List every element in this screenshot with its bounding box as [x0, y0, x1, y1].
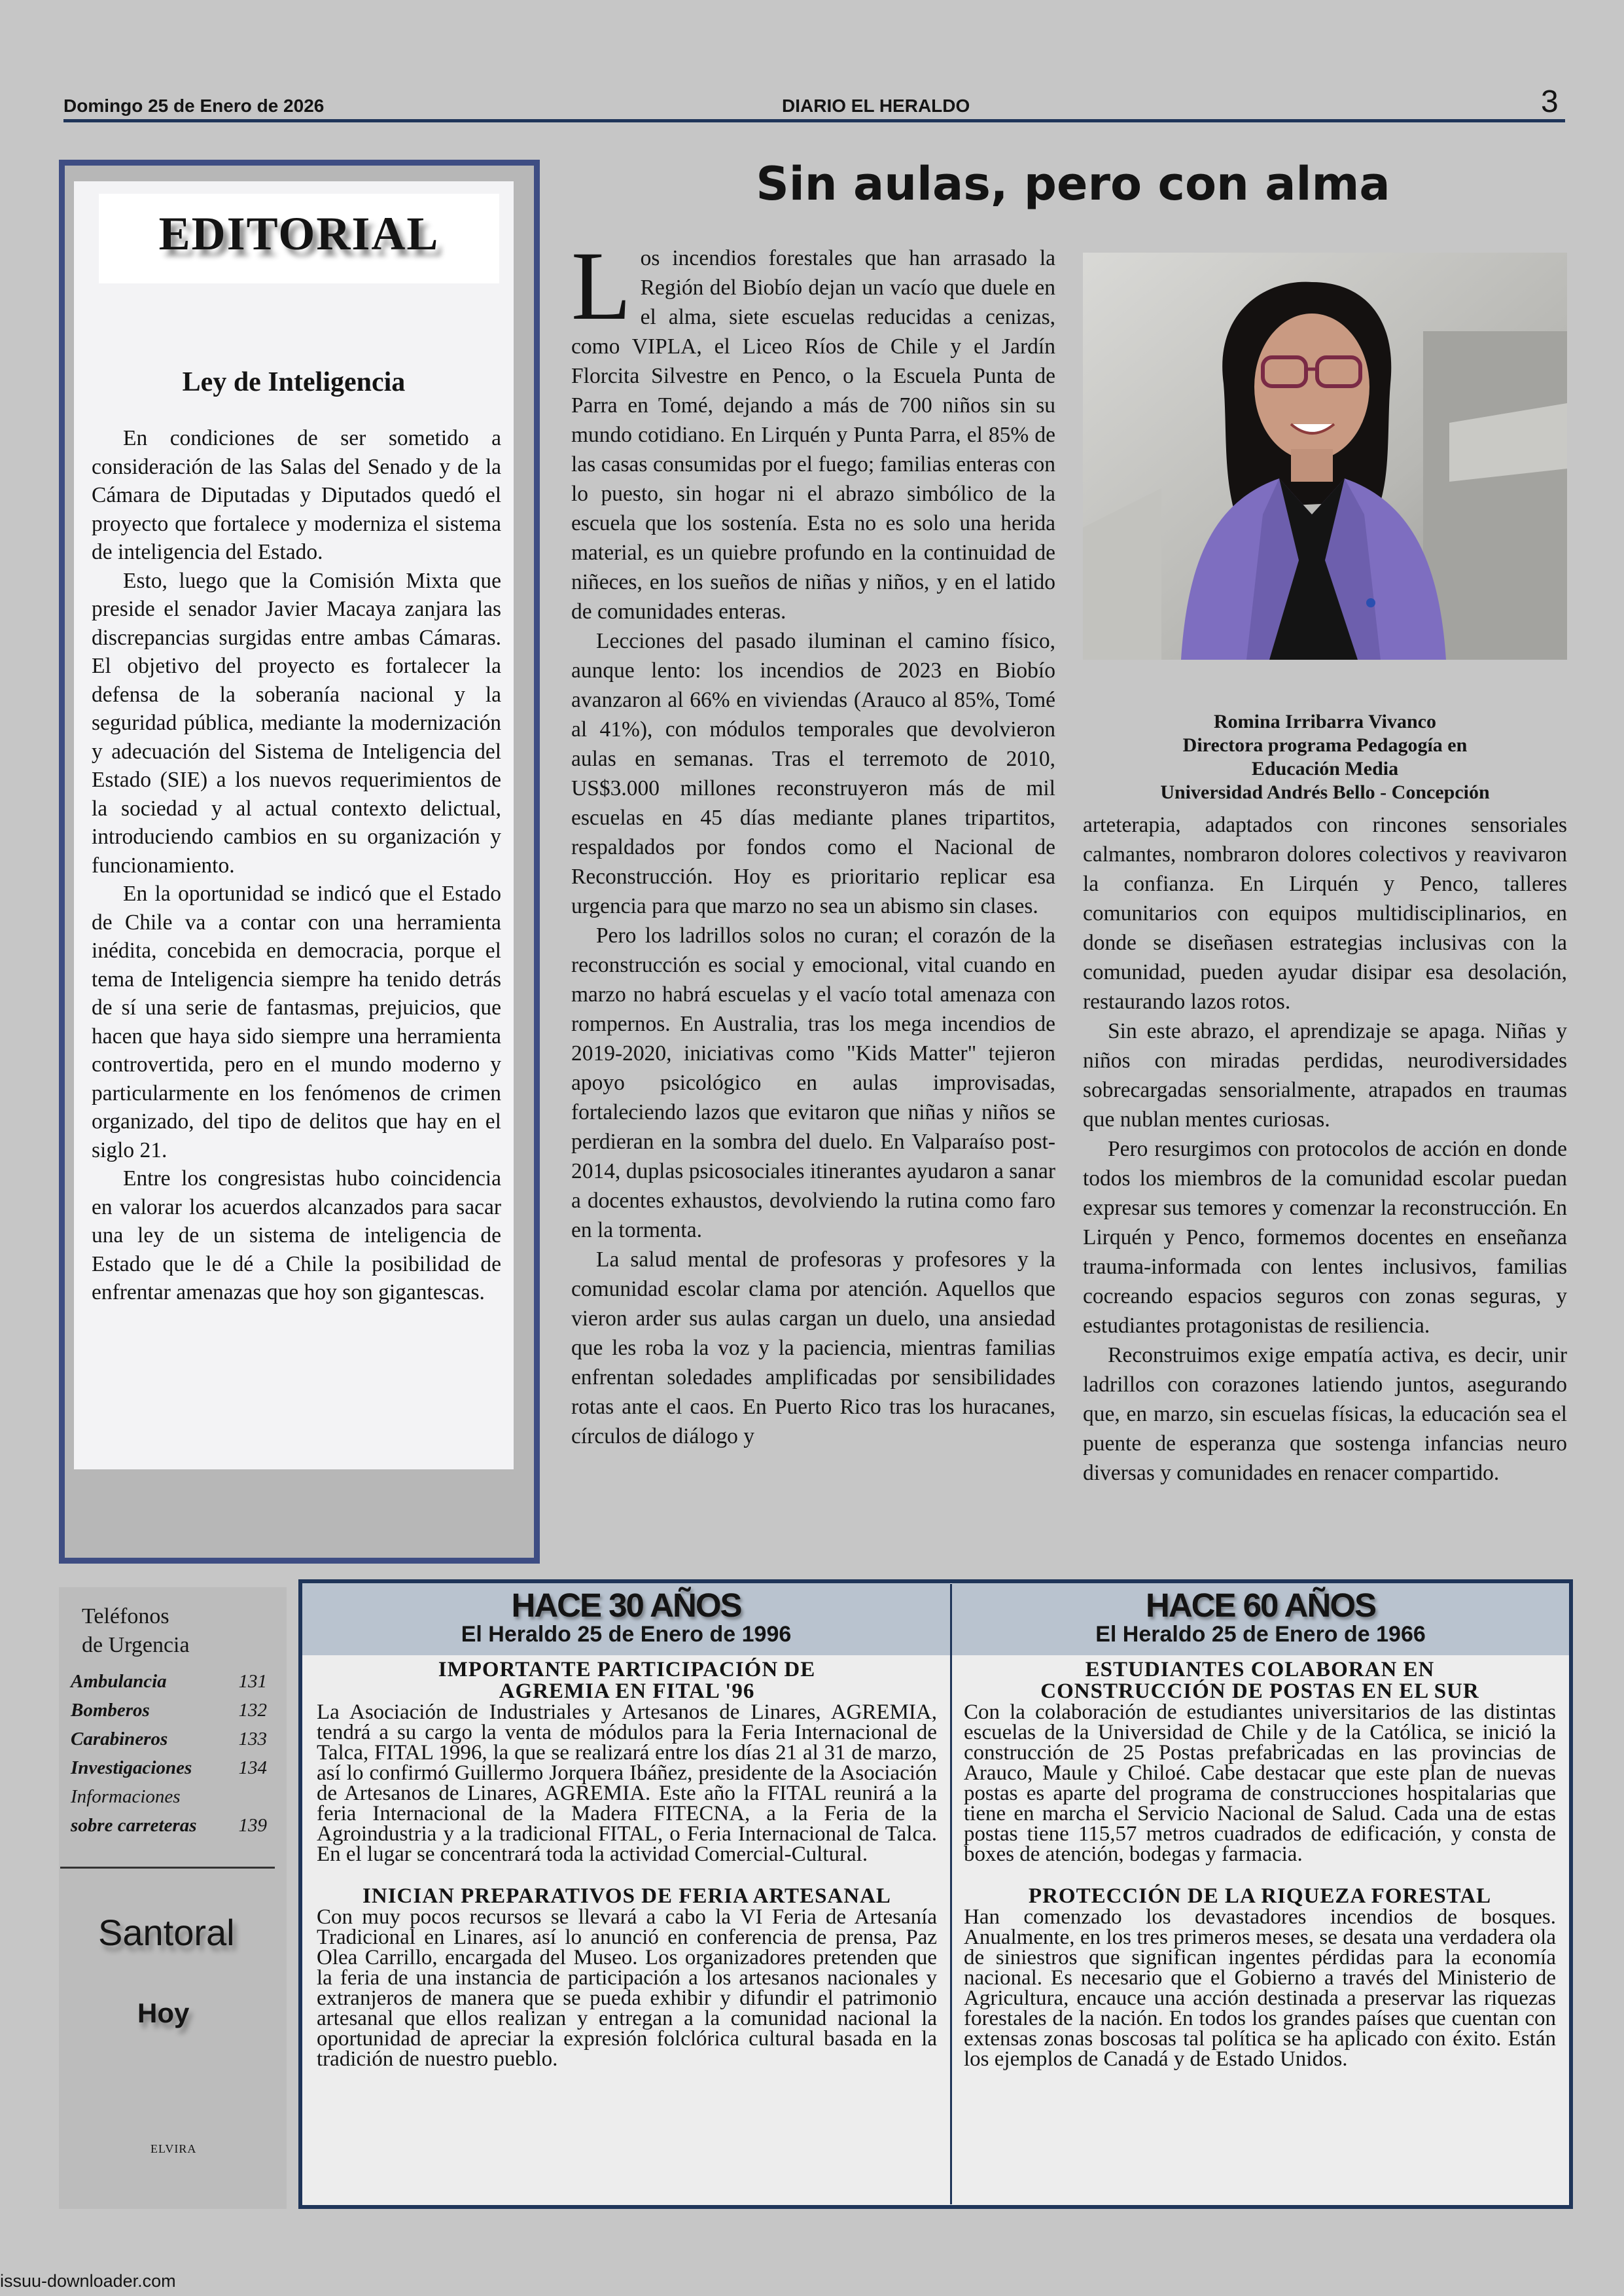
editorial-body — [92, 424, 501, 1307]
phone-label: Bomberos — [71, 1700, 150, 1721]
header-date: Domingo 25 de Enero de 2026 — [63, 96, 325, 116]
editorial-paragraph: Entre los congresistas hubo coincidencia en valorar los acuerdos alcanzados para sacar una ley de un sistema de inteligencia de Estado que le dé a Chile la posibilidad de enfrentar amenazas que hoy son gigantescas. — [92, 1166, 501, 1304]
history-60-years — [952, 1583, 1569, 2070]
phone-number: 133 — [238, 1729, 267, 1749]
source-watermark: issuu-downloader.com — [0, 2271, 176, 2291]
phone-row — [71, 1786, 267, 1815]
phone-label: Investigaciones — [71, 1757, 192, 1778]
article-paragraph: Pero resurgimos con protocolos de acción en donde todos los miembros de la comunidad escolar puedan expresar sus temores y comenzar la reconstrucción. En Lirquén y Penco, formemos docentes en enseñanza trauma-informada con lentes inclusivos, familias cocreando espacios seguros con zonas seguras, y estudiantes protagonistas de resiliencia. — [1083, 1137, 1567, 1338]
phone-number: 132 — [238, 1700, 267, 1721]
article-paragraph: Los incendios forestales que han arrasado la Región del Biobío dejan un vacío que duele en el alma, siete escuelas reducidas a cenizas, como VIPLA, el Liceo Ríos de Chile y el Jardín Florcita Silvestre en Penco, o la Escuela Punta de Parra en Tomé, dejando a más de 700 niños sin su mundo cotidiano. En Lirquén y Punta Parra, el 85% de las casas consumidas por el fuego; familias enteras con lo puesto, sin hogar ni el abrazo simbólico de la escuela que los sostenía. Esta no es solo una herida material, es un quiebre profundo en la continuidad de niñeces, en los sueños de niñas y niños, y en el latido de comunidades enteras. — [571, 232, 1055, 624]
editorial-banner-text: EDITORIAL — [158, 207, 440, 260]
author-photo — [1083, 253, 1567, 660]
phones-title-line-2: de Urgencia — [82, 1633, 190, 1657]
history-item-text: Con muy pocos recursos se llevará a cabo la VI Feria de Artesanía Tradicional en Linares, así lo anunció en conferencia de prensa, Paz Olea Carrillo, encargada del Museo. Los organizadores pretenden que la feria de una instancia de participación a los artesanos nacionales y extranjeros de manera que se pueda exhibir y difundir el patrimonio artesanal que ellos realizan y entregan a la comunidad nacional la oportunidad de apreciar la expresión folclórica cultural basada en la tradición de nuestro pueblo. — [317, 1905, 937, 2071]
history-item-title: PROTECCIÓN DE LA RIQUEZA FORESTAL — [1028, 1884, 1492, 1908]
article-column-2 — [1083, 810, 1567, 1488]
author-organization: Universidad Andrés Bello - Concepción — [1160, 781, 1490, 803]
history-item-text: Han comenzado los devastadores incendios de bosques. Anualmente, en los tres primeros meses, se desata una verdadera ola de siniestros que significan ingentes pérdidas para la economía nacional. Es necesario que el Gobierno a través del Ministerio de Agricultura, encauce una acción destinada a preservar las riquezas forestales de la nación. En todos los grandes países que cuentan con extensas zonas boscosas tal política se ha aplicado con éxito. Están los ejemplos de Canadá y de Estado Unidos. — [964, 1905, 1556, 2071]
drop-cap: L — [571, 232, 631, 340]
phone-info-label: Informaciones — [71, 1786, 181, 1807]
phone-number: 139 — [238, 1815, 267, 1836]
article-paragraph: La salud mental de profesoras y profesores y la comunidad escolar clama por atención. Aquellos que vieron arder sus aulas cargan un duelo, una ansiedad que les roba la voz y la paciencia, mientras familias enfrentan soledades amplificadas por sensibilidades rotas ante el caos. En Puerto Rico tras los huracanes, círculos de diálogo y — [571, 1247, 1055, 1448]
author-portrait-illustration — [1083, 253, 1567, 660]
history-item-title: INICIAN PREPARATIVOS DE FERIA ARTESANAL — [362, 1884, 891, 1908]
article-column-1 — [571, 232, 1055, 1451]
phones-title-line-1: Teléfonos — [82, 1604, 169, 1628]
page-number: 3 — [1541, 84, 1559, 119]
santoral-title: Santoral — [98, 1912, 235, 1953]
article-paragraph: Lecciones del pasado iluminan el camino físico, aunque lento: los incendios de 2023 en Biobío avanzaron al 66% en viviendas (Arauco al 85%, Tomé al 41%), con módulos temporales que devolvieron aulas en semanas. Tras el terremoto de 2010, US$3.000 millones reconstruyeron más de mil escuelas en 45 días mediante planes tripartitos, respaldados por fondos como el Nacional de Reconstrucción. Hoy es prioritario replicar esa urgencia para que marzo no sea un abismo sin clases. — [571, 629, 1055, 918]
phone-row — [71, 1757, 267, 1786]
emergency-phones-list — [71, 1671, 267, 1844]
article-title: Sin aulas, pero con alma — [756, 157, 1390, 211]
phone-label: Ambulancia — [71, 1671, 167, 1692]
phone-row — [71, 1815, 267, 1844]
history-30-heading: HACE 30 AÑOS — [511, 1587, 741, 1624]
article-paragraph: arteterapia, adaptados con rincones sensoriales calmantes, nombraron dolores colectivos y reavivaron la confianza. En Lirquén y Penco, talleres comunitarios con equipos multidisciplinarios, en donde se diseñasen estrategias inclusivas con la comunidad, pueden ayudar disipar esa desolación, restaurando lazos rotos. — [1083, 813, 1567, 1014]
phone-label: Carabineros — [71, 1729, 168, 1749]
editorial-paragraph: En la oportunidad se indicó que el Estado de Chile va a contar con una herramienta inédita, concebida en democracia, porque el tema de Inteligencia siempre ha tenido detrás de sí una serie de fantasmas, prejuicios, que hacen que haya sido siempre una herramienta controvertida, pero en el mundo moderno y particularmente en los fenómenos de crimen organizado, del tipo de delitos que hay en el siglo 21. — [92, 882, 501, 1162]
history-30-subheading: El Heraldo 25 de Enero de 1996 — [461, 1622, 792, 1647]
phone-number: 134 — [238, 1757, 267, 1778]
editorial-paragraph: En condiciones de ser sometido a consideración de las Salas del Senado y de la Cámara de Diputadas y Diputados quedó el proyecto que fortalece y moderniza el sistema de inteligencia del Estado. — [92, 426, 501, 564]
history-item-text: La Asociación de Industriales y Artesanos de Linares, AGREMIA, tendrá a su cargo la venta de módulos para la Feria Internacional de Talca, FITAL 1996, la que se realizará entre los días 21 al 31 de marzo, así lo confirmó Guillermo Jorquera Ibáñez, presidente de la Asociación de Artesanos de Linares, AGREMIA. Este año la FITAL reunirá a la feria Internacional de la Madera FITECNA, a la Feria de la Agroindustria y a la tradicional FITAL, o Feria Internacional de Talca. En el lugar se concentrará toda la actividad Comercial-Cultural. — [317, 1700, 937, 1866]
article-paragraph: Reconstruimos exige empatía activa, es decir, unir ladrillos con corazones latiendo juntos, asegurando que, en marzo, sin escuelas físicas, la educación sea el puente de esperanza que sostenga infancias neuro diversas y comunidades en renacer compartido. — [1083, 1343, 1567, 1485]
phone-row — [71, 1671, 267, 1700]
article-paragraph: Sin este abrazo, el aprendizaje se apaga. Niñas y niños con miradas perdidas, neurodiversidades sobrecargadas sensorialmente, atrapados en traumas que nublan mentes curiosas. — [1083, 1019, 1567, 1132]
header-rule — [63, 119, 1565, 122]
saint-name: ELVIRA — [150, 2142, 197, 2155]
history-60-subheading: El Heraldo 25 de Enero de 1966 — [1095, 1622, 1426, 1647]
editorial-banner — [99, 194, 499, 283]
editorial-paragraph: Esto, luego que la Comisión Mixta que preside el senador Javier Macaya zanjara las discrepancias surgidas entre ambas Cámaras. El objetivo del proyecto es fortalecer la defensa de la soberanía nacional y la seguridad pública, mediante la modernización y adecuación del Sistema de Inteligencia del Estado (SIE) a los nuevos requerimientos de la sociedad y al actual contexto delictual, introduciendo cambios en su organización y funcionamiento. — [92, 568, 501, 878]
phone-row — [71, 1729, 267, 1757]
history-60-heading: HACE 60 AÑOS — [1145, 1587, 1376, 1624]
sidebar-divider — [60, 1867, 275, 1869]
phone-number: 131 — [238, 1671, 267, 1692]
phone-row — [71, 1700, 267, 1729]
author-name: Romina Irribarra Vivanco — [1214, 711, 1436, 732]
author-role-2: Educación Media — [1251, 758, 1399, 780]
santoral-today-label: Hoy — [137, 1998, 190, 2028]
history-30-years — [302, 1583, 950, 2070]
history-60-header — [952, 1583, 1569, 1655]
author-role: Directora programa Pedagogía en — [1182, 734, 1468, 756]
history-item-text: Con la colaboración de estudiantes universitarios de las distintas escuelas de la Universidad de Chile y de la Católica, se inició la construcción de 25 Postas prefabricadas en las provincias de Arauco, Maule y Chiloé. Cabe destacar que este plan de nuevas postas es aparte del programa de construcciones hospitalarias que tiene en marcha el Servicio Nacional de Salud. Cada una de estas postas tiene 115,57 metros cuadrados de edificación, y consta de boxes de atención, bodegas y farmacia. — [964, 1700, 1556, 1866]
newspaper-name: DIARIO EL HERALDO — [782, 96, 970, 116]
editorial-title: Ley de Inteligencia — [182, 367, 406, 397]
article-paragraph: Pero los ladrillos solos no curan; el corazón de la reconstrucción es social y emocional, vital cuando en marzo no habrá escuelas y el vacío total amenaza con rompernos. En Australia, tras los mega incendios de 2019-2020, iniciativas como "Kids Matter" tejieron apoyo psicológico en aulas improvisadas, fortaleciendo lazos que evitaron que niñas y niños se perdieran en la sombra del duelo. En Valparaíso post-2014, duplas psicosociales itinerantes ayudaron a sanar a docentes exhaustos, devolviendo la rutina como faro en la tormenta. — [571, 924, 1055, 1242]
history-item-title: IMPORTANTE PARTICIPACIÓN DE AGREMIA EN FITAL '96 — [438, 1658, 816, 1703]
author-caption — [1083, 710, 1567, 804]
history-item-title: ESTUDIANTES COLABORAN EN CONSTRUCCIÓN DE POSTAS EN EL SUR — [1040, 1658, 1479, 1703]
phone-label: sobre carreteras — [71, 1815, 197, 1836]
history-30-header — [302, 1583, 950, 1655]
emergency-phones-title — [82, 1602, 190, 1660]
